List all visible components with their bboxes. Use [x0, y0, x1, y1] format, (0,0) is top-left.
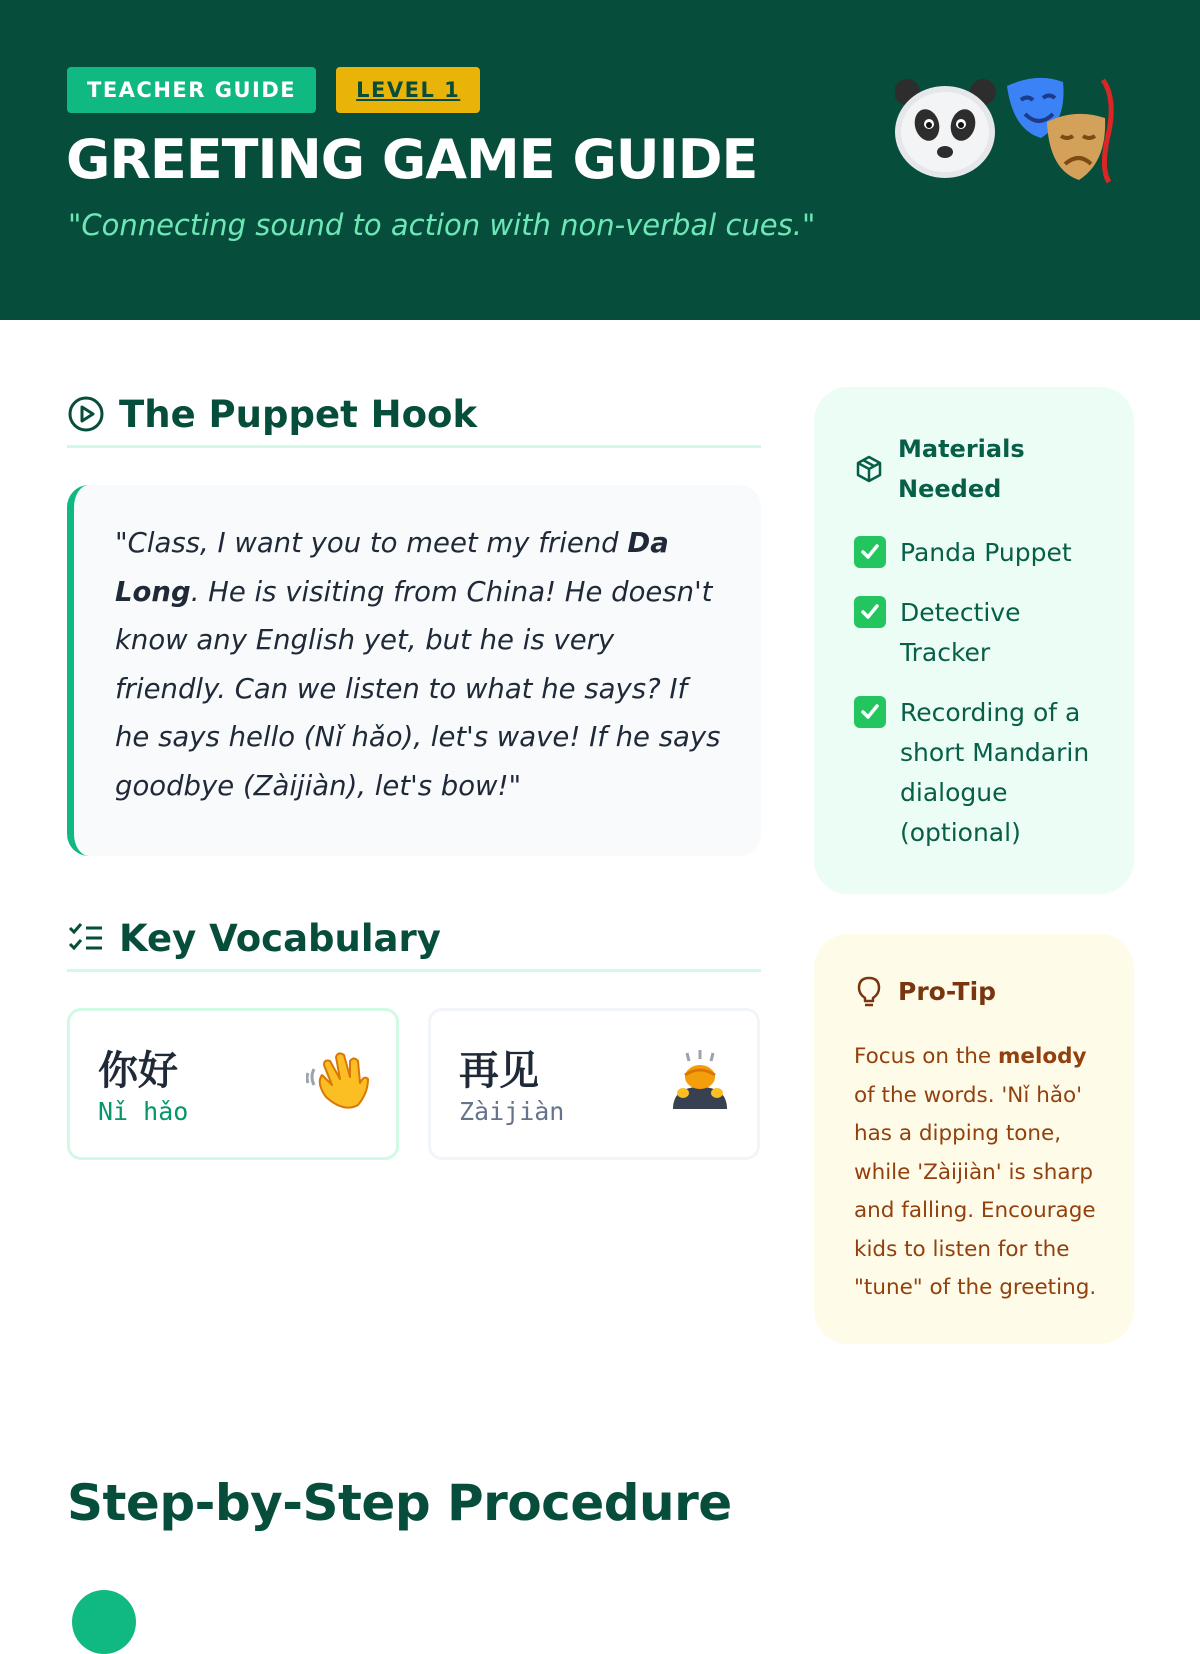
section-title: The Puppet Hook	[119, 392, 478, 436]
material-label: Panda Puppet	[900, 538, 1072, 567]
page-subtitle: "Connecting sound to action with non-verbal cues."	[68, 208, 816, 242]
checklist-icon	[67, 919, 105, 957]
pro-tip-heading	[854, 972, 1048, 1012]
vocab-card-zai-jian[interactable]	[428, 1008, 760, 1160]
lightbulb-icon	[854, 975, 884, 1009]
pro-tip-text: Focus on the melody of the words. 'Nǐ hǎo' has a dipping tone, while 'Zàijiàn' is sharp and falling. Encourage kids to listen for the "tune" of the greeting.	[854, 1044, 1097, 1300]
pro-tip-panel	[814, 934, 1134, 1344]
header-banner	[0, 0, 1200, 320]
pro-tip-title: Pro-Tip	[898, 977, 997, 1006]
panda-icon	[895, 79, 996, 178]
puppet-hook-heading	[67, 383, 761, 448]
level-badge[interactable]: LEVEL 1	[336, 67, 480, 113]
check-icon	[854, 596, 886, 628]
hanzi-text: 你好	[98, 1048, 178, 1094]
page-title: GREETING GAME GUIDE	[66, 128, 758, 191]
play-circle-icon	[67, 395, 105, 433]
pinyin-text: Nǐ hǎo	[98, 1097, 189, 1126]
material-label: Recording of a short Mandarin dialogue (optional)	[900, 698, 1090, 847]
vocab-card-ni-hao[interactable]	[67, 1008, 399, 1160]
hero-illustration	[895, 70, 1135, 190]
puppet-name: Da Long	[115, 527, 669, 608]
material-label: Detective Tracker	[900, 598, 1021, 667]
key-vocabulary-heading	[67, 907, 761, 972]
materials-title: Materials Needed	[898, 435, 1025, 503]
bowing-person-icon	[667, 1047, 733, 1113]
materials-panel	[814, 387, 1134, 894]
teacher-guide-badge: TEACHER GUIDE	[67, 67, 316, 113]
waving-hand-icon	[306, 1047, 372, 1113]
material-item	[854, 533, 1104, 573]
hanzi-text: 再见	[459, 1048, 539, 1094]
procedure-heading: Step-by-Step Procedure	[67, 1474, 732, 1532]
badge-row	[67, 67, 480, 113]
materials-heading	[854, 429, 1048, 509]
pinyin-text: Zàijiàn	[459, 1097, 565, 1126]
section-title: Key Vocabulary	[119, 916, 441, 960]
check-icon	[854, 536, 886, 568]
check-icon	[854, 696, 886, 728]
material-item	[854, 693, 1104, 853]
quote-text: "Class, I want you to meet my friend Da Long. He is visiting from China! He doesn't know any English yet, but he is very friendly. Can we listen to what he says? If he says hello (Nǐ hǎo), let's wave! If he says goodbye (Zàijiàn), let's bow!"	[115, 527, 721, 802]
puppet-script-quote	[67, 485, 761, 856]
material-item	[854, 593, 1104, 673]
theater-masks-icon	[1007, 78, 1111, 182]
box-icon	[854, 454, 884, 484]
